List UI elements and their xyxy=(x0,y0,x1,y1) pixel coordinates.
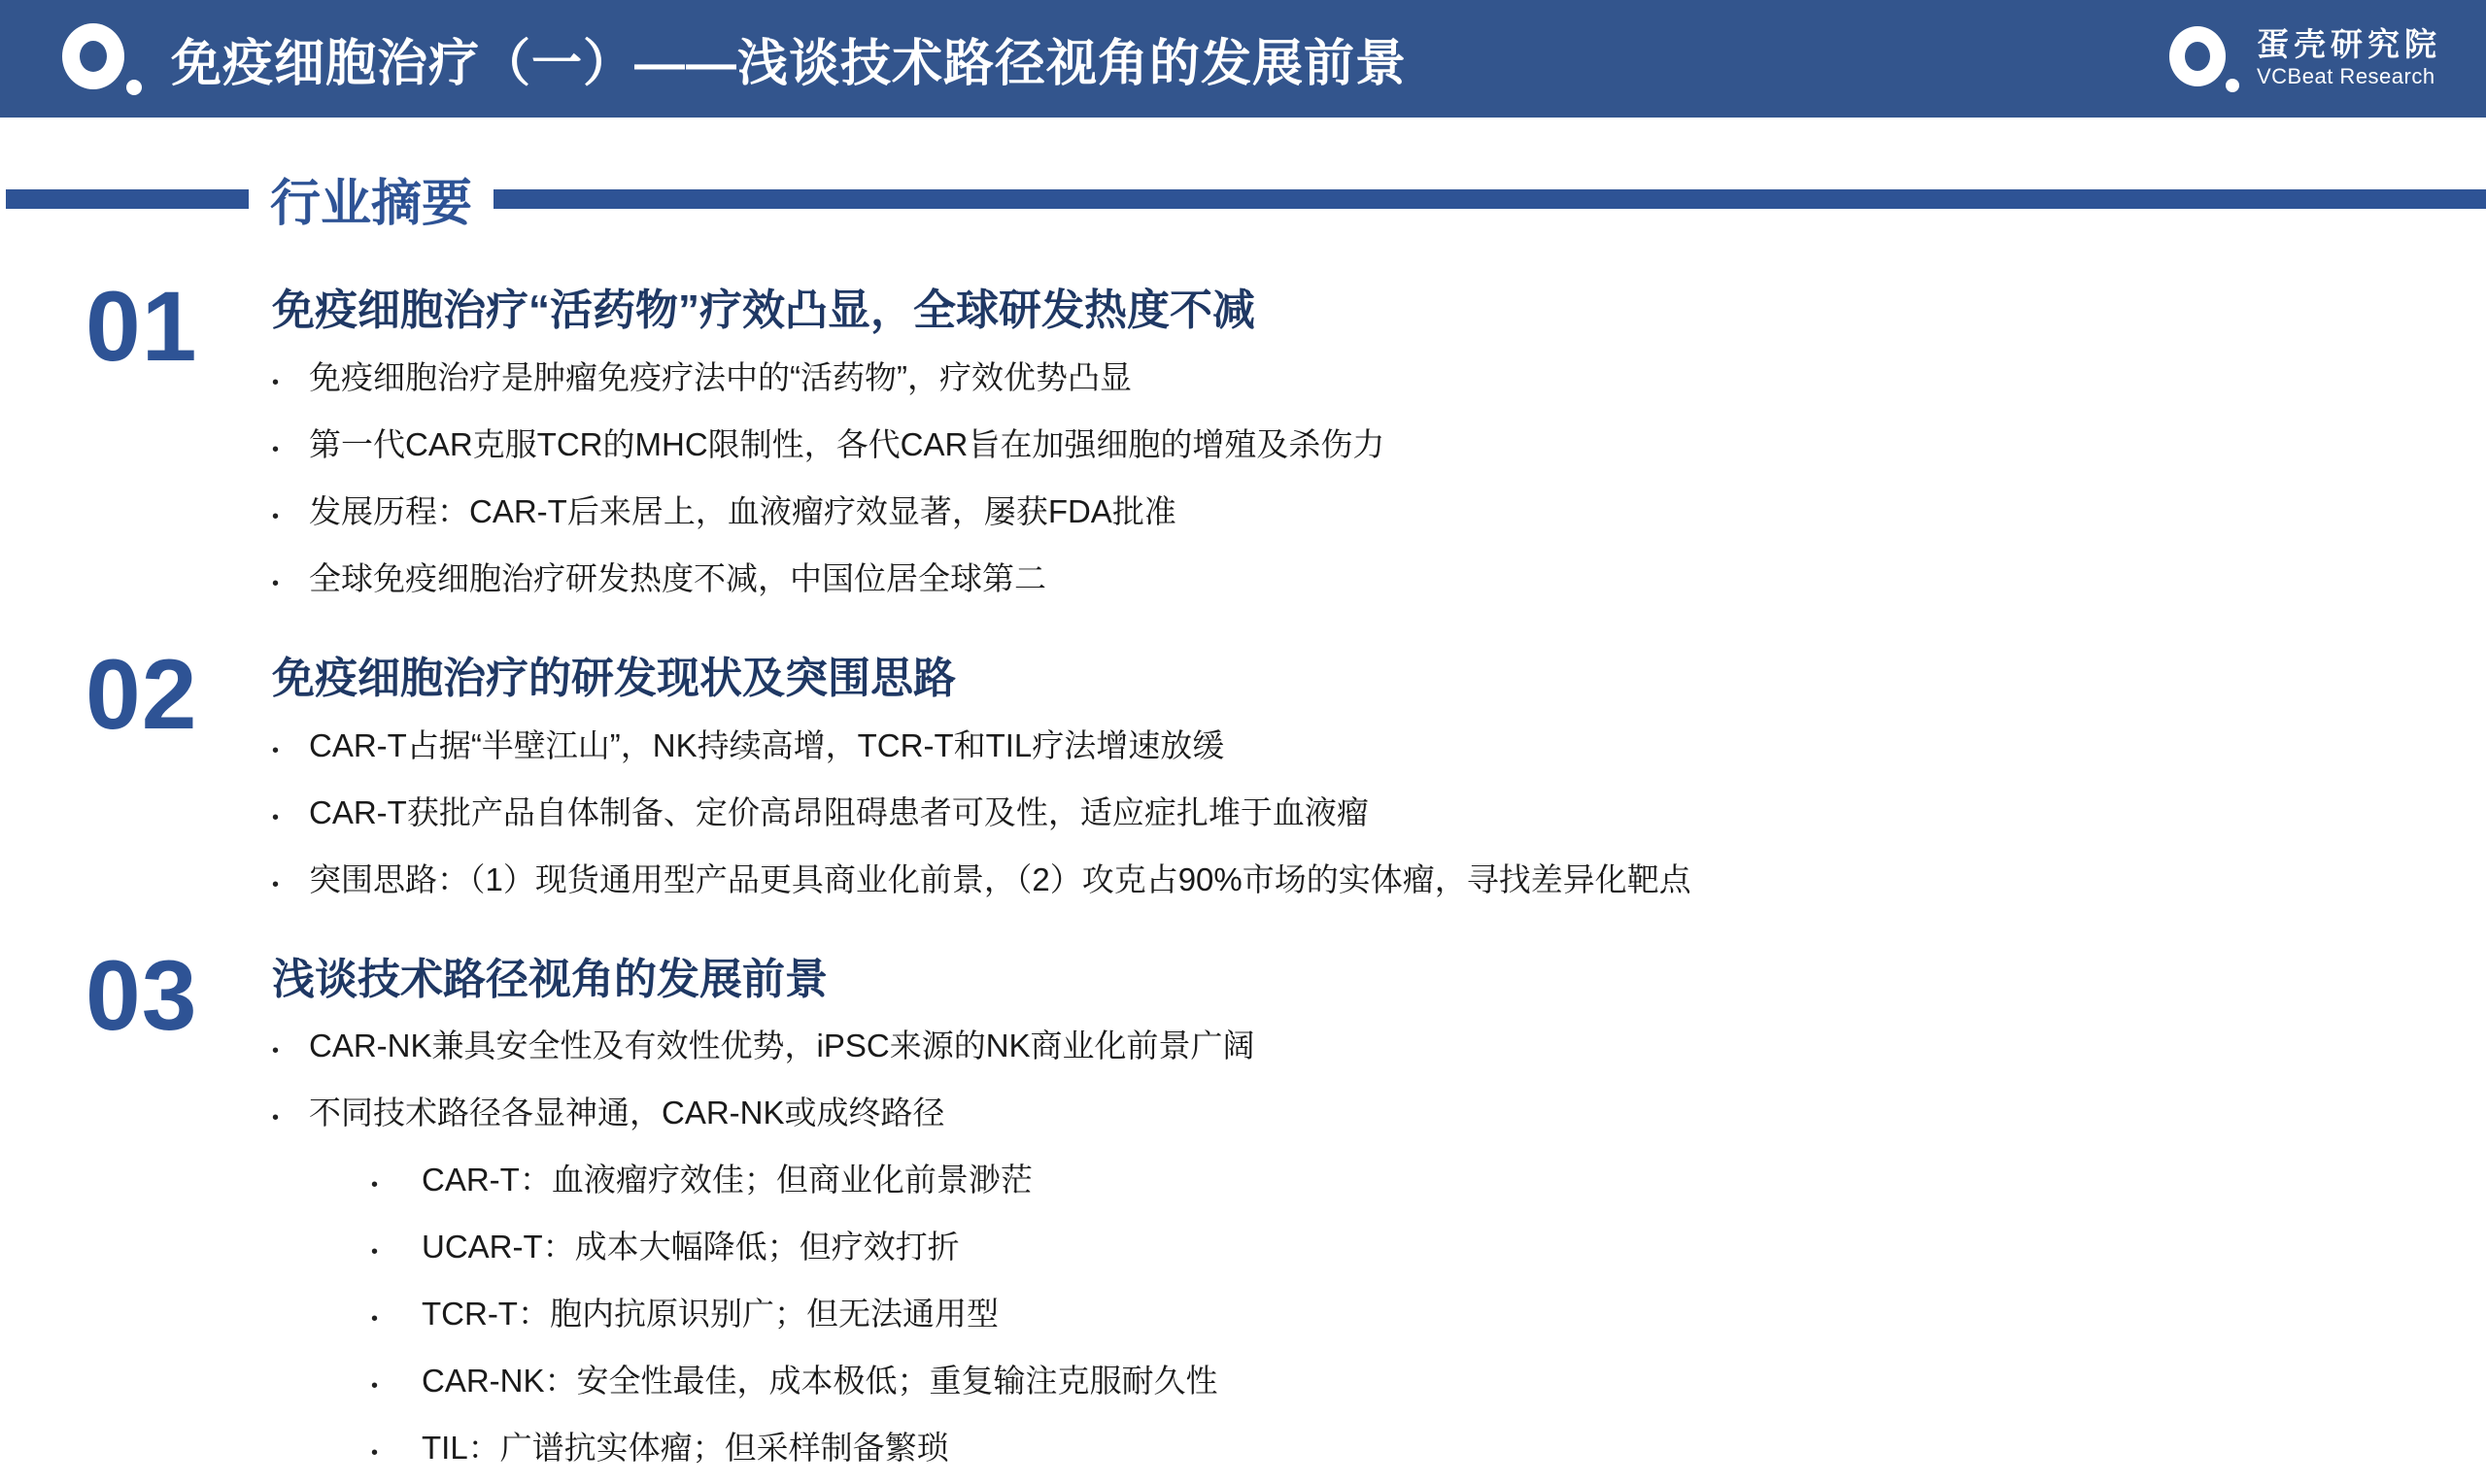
section-body xyxy=(272,951,2486,1484)
bullet-text: TIL：广谱抗实体瘤；但采样制备繁琐 xyxy=(422,1430,949,1467)
bullet-text: 发展历程：CAR-T后来居上，血液瘤疗效显著，屡获FDA批准 xyxy=(309,492,1176,529)
bullet-icon: • xyxy=(371,1241,379,1264)
vcbeat-logo-icon xyxy=(62,21,144,97)
summary-label: 行业摘要 xyxy=(270,176,473,232)
bullet-list xyxy=(272,1015,2486,1484)
sections xyxy=(0,271,2486,1484)
bullet-icon: • xyxy=(272,438,280,460)
brand-name-en: VCBeat Research xyxy=(2257,64,2435,89)
section-body xyxy=(272,282,2486,615)
bullet-icon: • xyxy=(272,572,280,594)
bullet-icon: • xyxy=(272,873,280,895)
sub-list-item xyxy=(365,1417,2486,1484)
sub-list-item xyxy=(365,1149,2486,1216)
bullet-icon: • xyxy=(272,1040,280,1062)
bullet-text: CAR-T获批产品自体制备、定价高昂阻碍患者可及性，适应症扎堆于血液瘤 xyxy=(309,793,1369,830)
bullet-list xyxy=(272,347,2486,615)
section-number: 02 xyxy=(85,638,198,750)
list-item xyxy=(272,414,2486,481)
bullet-icon: • xyxy=(371,1442,379,1465)
summary-section xyxy=(85,939,2486,1484)
sub-list-item xyxy=(365,1216,2486,1283)
page-title: 免疫细胞治疗（一）——浅谈技术路径视角的发展前景 xyxy=(171,36,1408,92)
bullet-icon: • xyxy=(272,1107,280,1130)
brand-logo-dot xyxy=(2226,79,2239,92)
brand-text xyxy=(2257,27,2441,90)
bullet-text: CAR-T：血液瘤疗效佳；但商业化前景渺茫 xyxy=(422,1162,1033,1198)
bullet-icon: • xyxy=(272,739,280,761)
section-heading: 浅谈技术路径视角的发展前景 xyxy=(272,955,828,1003)
section-body xyxy=(272,650,2486,916)
bullet-text: TCR-T：胞内抗原识别广；但无法通用型 xyxy=(422,1296,999,1332)
list-item xyxy=(272,715,2486,782)
summary-label-row xyxy=(0,162,2486,235)
bullet-list xyxy=(272,715,2486,916)
list-item xyxy=(272,481,2486,548)
brand-block xyxy=(2169,24,2441,94)
bullet-text: 突围思路：（1）现货通用型产品更具商业化前景，（2）攻克占90%市场的实体瘤，寻找差异化靶点 xyxy=(309,860,1691,897)
section-heading: 免疫细胞治疗的研发现状及突围思路 xyxy=(272,654,956,702)
bullet-icon: • xyxy=(272,505,280,527)
summary-section xyxy=(85,271,2486,615)
brand-name-zh: 蛋壳研究院 xyxy=(2257,26,2441,63)
list-item xyxy=(272,849,2486,916)
bullet-text: CAR-NK：安全性最佳，成本极低；重复输注克服耐久性 xyxy=(422,1363,1218,1400)
section-number: 03 xyxy=(85,939,198,1051)
section-number: 01 xyxy=(85,271,198,382)
list-item xyxy=(272,1015,2486,1082)
bullet-text: CAR-T占据“半壁江山”，NK持续高增，TCR-T和TIL疗法增速放缓 xyxy=(309,726,1225,763)
bullet-icon: • xyxy=(371,1308,379,1331)
bullet-icon: • xyxy=(371,1375,379,1398)
sub-list-item xyxy=(365,1283,2486,1350)
logo-dot xyxy=(126,80,142,95)
header-bar xyxy=(0,0,2486,118)
bullet-text: CAR-NK兼具安全性及有效性优势，iPSC来源的NK商业化前景广阔 xyxy=(309,1028,1255,1064)
bullet-text: 免疫细胞治疗是肿瘤免疫疗法中的“活药物”，疗效优势凸显 xyxy=(309,358,1132,395)
list-item xyxy=(272,1082,2486,1149)
summary-right-bar xyxy=(494,189,2486,209)
bullet-icon: • xyxy=(272,371,280,393)
brand-logo-ring xyxy=(2169,26,2226,86)
summary-section xyxy=(85,638,2486,916)
logo-ring xyxy=(62,23,124,89)
bullet-text: 不同技术路径各显神通，CAR-NK或成终路径 xyxy=(309,1095,945,1131)
list-item xyxy=(272,347,2486,414)
summary-left-bar xyxy=(6,189,249,209)
bullet-text: 全球免疫细胞治疗研发热度不减，中国位居全球第二 xyxy=(309,559,1046,596)
sub-list-item xyxy=(365,1350,2486,1417)
section-heading: 免疫细胞治疗“活药物”疗效凸显，全球研发热度不减 xyxy=(272,287,1255,334)
vcbeat-brand-logo-icon xyxy=(2169,24,2241,94)
list-item xyxy=(272,782,2486,849)
bullet-text: UCAR-T：成本大幅降低；但疗效打折 xyxy=(422,1229,960,1265)
bullet-text: 第一代CAR克服TCR的MHC限制性，各代CAR旨在加强细胞的增殖及杀伤力 xyxy=(309,425,1385,462)
list-item xyxy=(272,548,2486,615)
bullet-icon: • xyxy=(371,1174,379,1197)
bullet-icon: • xyxy=(272,806,280,828)
